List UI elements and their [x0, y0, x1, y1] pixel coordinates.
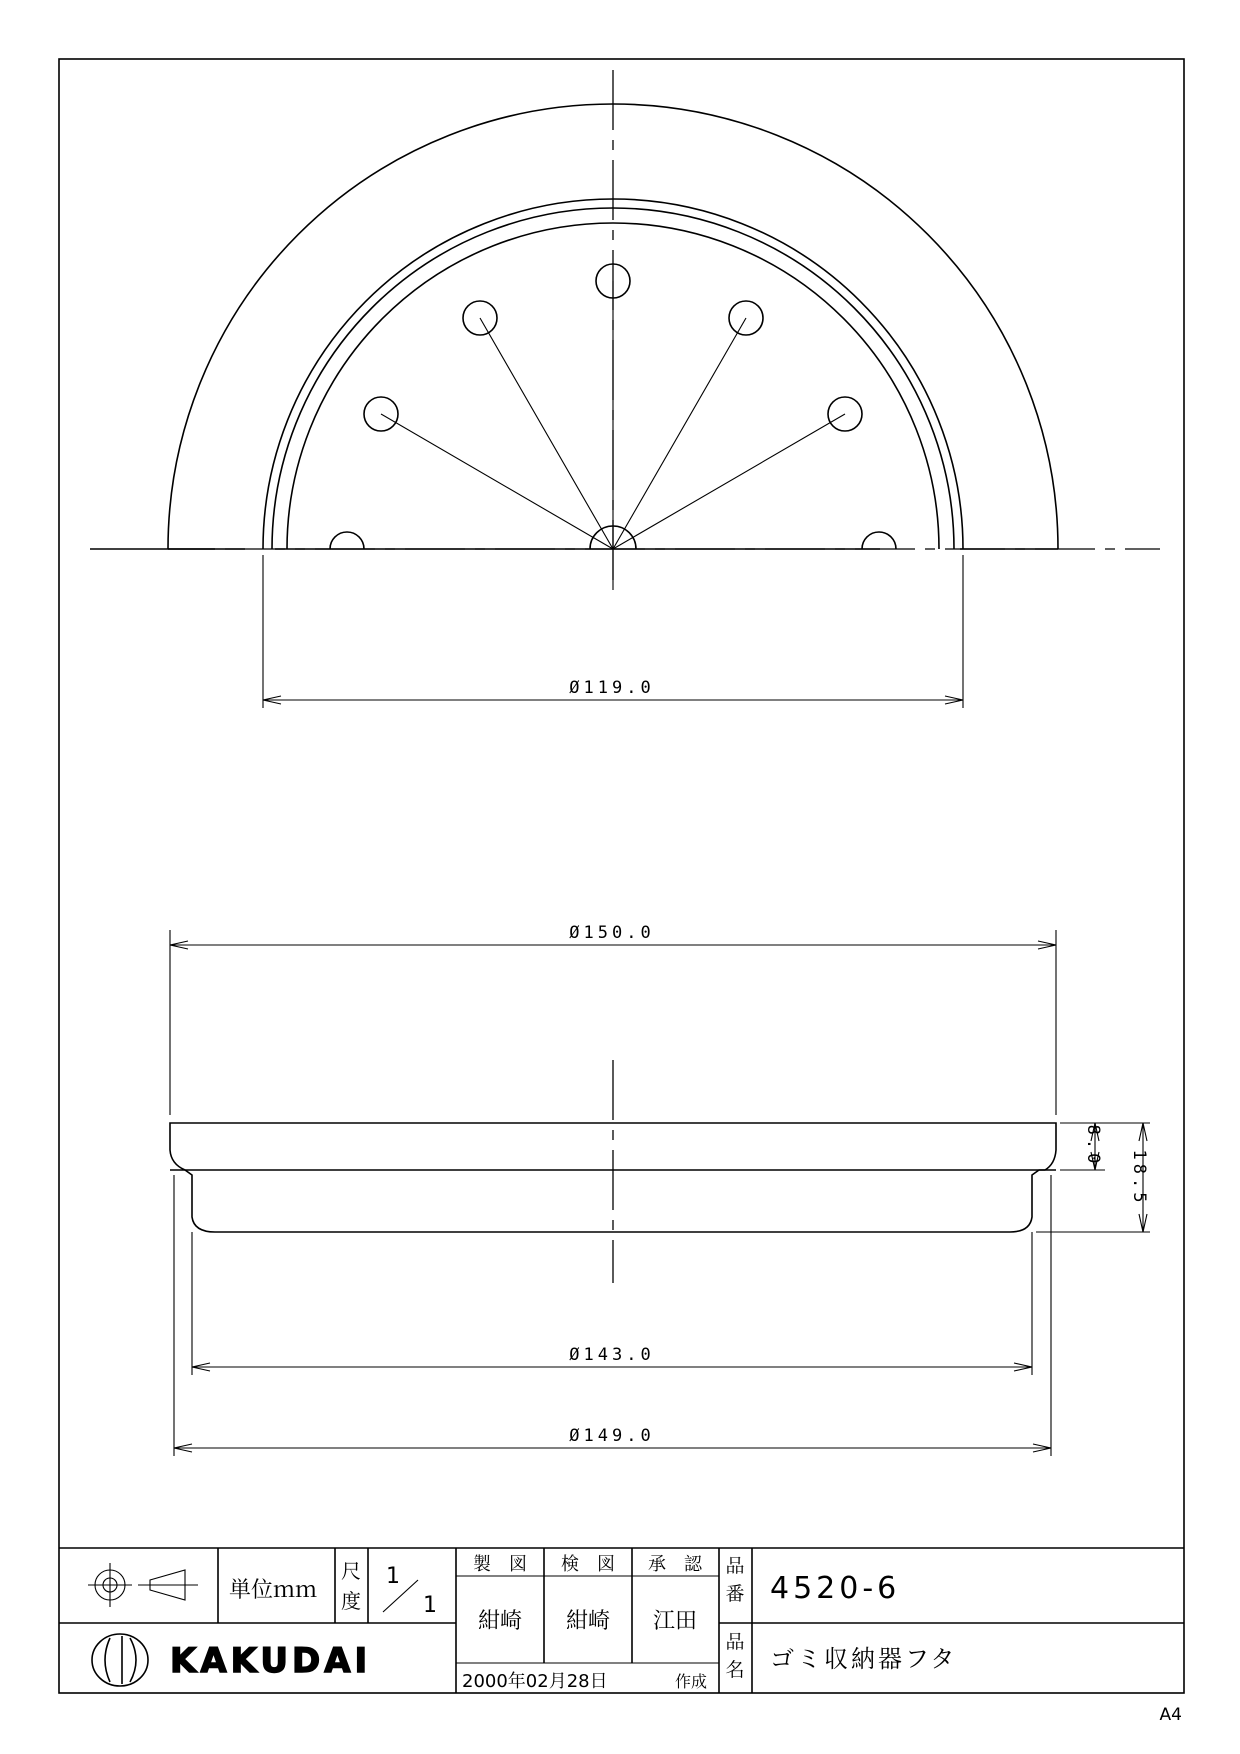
dim-text-185: 18.5 [1129, 1149, 1149, 1207]
kakudai-logo-icon [92, 1634, 148, 1686]
col-drawn: 製 図 [473, 1554, 527, 1575]
date-suffix: 作成 [675, 1672, 708, 1691]
rib-1 [381, 414, 613, 549]
part-name: ゴミ収納器フタ [770, 1645, 958, 1673]
projection-symbol-icon [88, 1563, 198, 1607]
col-checked: 検 図 [561, 1554, 615, 1575]
side-view [170, 923, 1150, 1456]
name-approved: 江田 [652, 1609, 698, 1634]
half-hole-right [862, 532, 896, 549]
rib-2 [480, 318, 613, 549]
part-name-label-1: 品 [725, 1631, 745, 1653]
dim-text-150: Ø150.0 [569, 923, 655, 943]
date: 2000年02月28日 [462, 1671, 608, 1692]
unit-label: 単位ｍｍ [229, 1578, 318, 1603]
title-block [59, 1548, 1184, 1693]
name-drawn: 紺崎 [477, 1609, 523, 1634]
top-view [90, 70, 1160, 708]
part-no-label-1: 品 [725, 1555, 745, 1577]
dim-text-119: Ø119.0 [569, 678, 655, 698]
dim-text-149: Ø149.0 [569, 1426, 655, 1446]
half-hole-left [330, 532, 364, 549]
company-name: KAKUDAI [170, 1641, 372, 1681]
name-checked: 紺崎 [565, 1609, 611, 1634]
part-name-label-2: 名 [725, 1659, 745, 1681]
rib-5 [613, 414, 845, 549]
part-number: 4520-6 [770, 1571, 901, 1606]
scale-denominator: 1 [423, 1593, 437, 1618]
scale-label-1: 尺 [341, 1559, 361, 1583]
dim-text-143: Ø143.0 [569, 1345, 655, 1365]
scale-numerator: 1 [386, 1564, 400, 1589]
scale-label-2: 度 [341, 1589, 361, 1613]
part-no-label-2: 番 [725, 1583, 745, 1605]
col-approved: 承 認 [648, 1554, 702, 1575]
paper-size: A4 [1159, 1705, 1182, 1725]
rib-4 [613, 318, 746, 549]
dim-text-8: 8.0 [1083, 1124, 1103, 1168]
